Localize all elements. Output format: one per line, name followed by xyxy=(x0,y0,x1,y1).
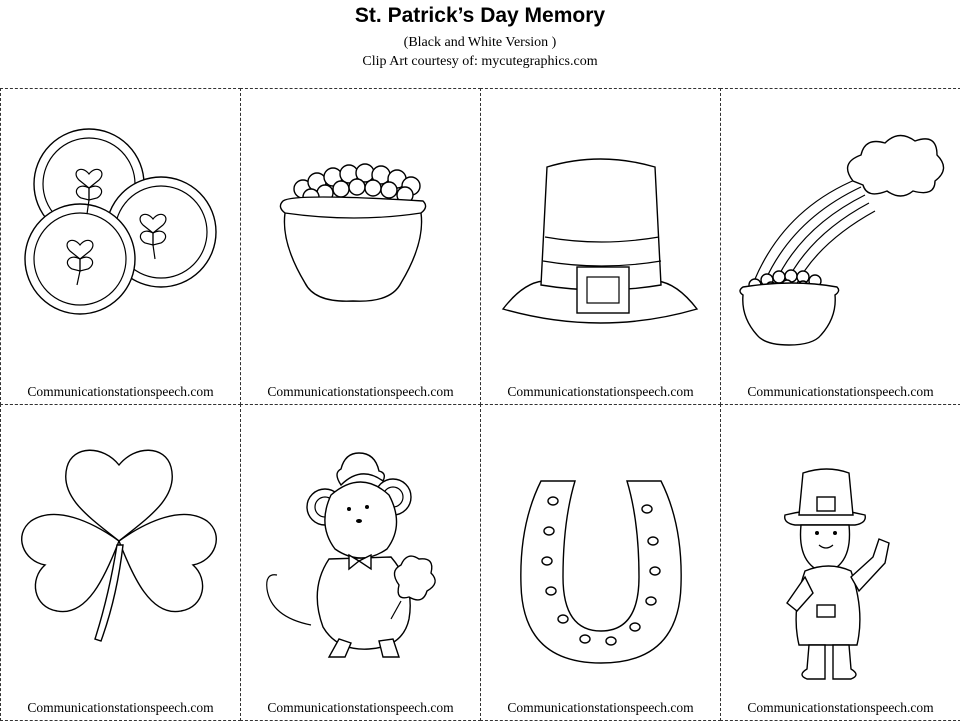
page-title: St. Patrick’s Day Memory xyxy=(354,4,606,27)
page-subtitle: (Black and White Version ) xyxy=(403,35,557,50)
memory-card-leprechaun xyxy=(720,404,960,721)
memory-card-rainbow xyxy=(720,88,960,405)
horseshoe-icon xyxy=(481,405,720,695)
mouse-with-shamrock-icon xyxy=(241,405,480,695)
memory-card-shamrock xyxy=(0,404,241,721)
card-caption: Communicationstationspeech.com xyxy=(267,700,454,715)
rainbow-pot-icon xyxy=(721,89,960,379)
memory-card-coins xyxy=(0,88,241,405)
card-caption: Communicationstationspeech.com xyxy=(507,384,694,399)
shamrock-icon xyxy=(1,405,240,695)
page-header xyxy=(0,0,960,88)
pot-of-gold-icon xyxy=(241,89,480,379)
memory-card-horseshoe xyxy=(480,404,721,721)
memory-card-hat xyxy=(480,88,721,405)
card-caption: Communicationstationspeech.com xyxy=(267,384,454,399)
card-caption: Communicationstationspeech.com xyxy=(747,384,934,399)
card-caption: Communicationstationspeech.com xyxy=(747,700,934,715)
memory-card-mouse xyxy=(240,404,481,721)
memory-card-pot-of-gold xyxy=(240,88,481,405)
memory-card-grid xyxy=(0,88,960,720)
card-caption: Communicationstationspeech.com xyxy=(27,384,214,399)
card-caption: Communicationstationspeech.com xyxy=(27,700,214,715)
leprechaun-hat-icon xyxy=(481,89,720,379)
clipart-credit: Clip Art courtesy of: mycutegraphics.com xyxy=(362,54,598,69)
card-caption: Communicationstationspeech.com xyxy=(507,700,694,715)
leprechaun-icon xyxy=(721,405,960,695)
gold-coins-icon xyxy=(1,89,240,379)
